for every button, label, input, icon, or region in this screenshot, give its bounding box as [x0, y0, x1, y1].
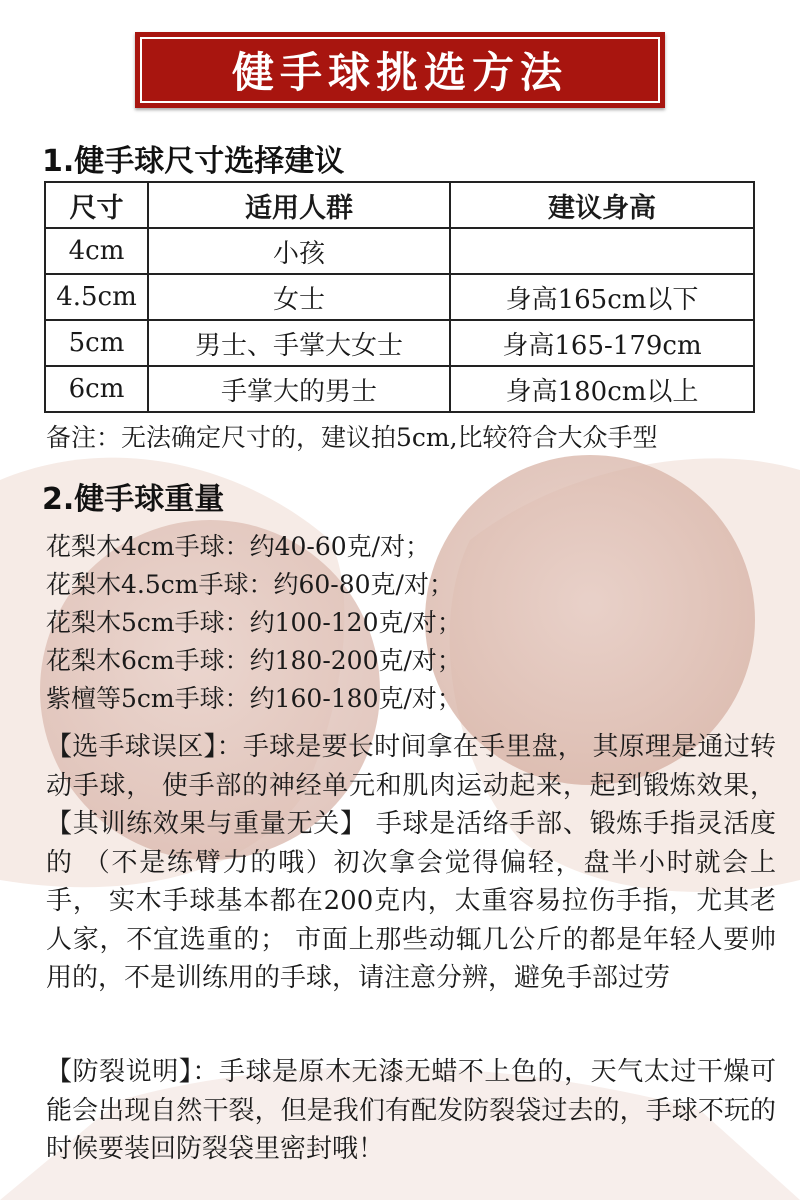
table-cell: 小孩 — [148, 228, 450, 274]
table-row — [45, 228, 754, 274]
list-item: 花梨木5cm手球：约100-120克/对； — [46, 608, 462, 637]
section-heading-size: 1.健手球尺寸选择建议 — [42, 144, 345, 179]
table-cell: 6cm — [45, 366, 148, 412]
table-cell: 4.5cm — [45, 274, 148, 320]
table-header-cell: 适用人群 — [148, 182, 450, 228]
table-cell: 身高165cm以下 — [450, 274, 754, 320]
table-row — [45, 274, 754, 320]
list-item: 花梨木6cm手球：约180-200克/对； — [46, 646, 462, 675]
section-heading-weight: 2.健手球重量 — [42, 482, 225, 517]
table-cell: 女士 — [148, 274, 450, 320]
table-cell: 手掌大的男士 — [148, 366, 450, 412]
title-banner — [135, 32, 665, 108]
table-cell: 身高180cm以上 — [450, 366, 754, 412]
table-cell: 4cm — [45, 228, 148, 274]
page-title: 健手球挑选方法 — [231, 48, 568, 97]
list-item: 花梨木4cm手球：约40-60克/对； — [46, 532, 431, 561]
table-cell — [450, 228, 754, 274]
table-header-row — [45, 182, 754, 228]
table-header-cell: 建议身高 — [450, 182, 754, 228]
list-item: 紫檀等5cm手球：约160-180克/对； — [46, 684, 462, 713]
anticrack-paragraph: 【防裂说明】：手球是原木无漆无蜡不上色的，天气太过干燥可能会出现自然干裂，但是我们有配发防裂袋过去的，手球不玩的时候要装回防裂袋里密封哦！ — [46, 1057, 776, 1164]
table-row — [45, 320, 754, 366]
size-note: 备注：无法确定尺寸的，建议拍5cm,比较符合大众手型 — [46, 423, 658, 452]
table-cell: 5cm — [45, 320, 148, 366]
misconception-paragraph: 【选手球误区】：手球是要长时间拿在手里盘， 其原理是通过转动手球， 使手部的神经单元和肌肉运动起来，起到锻炼效果，【其训练效果与重量无关】 手球是活络手部、锻炼手指灵活度的 （不是练臂力的哦）初次拿会觉得偏轻，盘半小时就会上手， 实木手球基本都在200克内，太重容易拉伤手指，尤其老人家，不宜选重的； 市面上那些动辄几公斤的都是年轻人要帅用的，不是训练用的手球，请注意分辨，避免手部过劳 — [46, 732, 776, 993]
table-cell: 男士、手掌大女士 — [148, 320, 450, 366]
table-cell: 身高165-179cm — [450, 320, 754, 366]
weight-list — [46, 528, 462, 718]
table-row — [45, 366, 754, 412]
table-header-cell: 尺寸 — [45, 182, 148, 228]
size-table — [44, 181, 755, 413]
list-item: 花梨木4.5cm手球：约60-80克/对； — [46, 570, 454, 599]
title-banner-frame — [140, 37, 660, 103]
